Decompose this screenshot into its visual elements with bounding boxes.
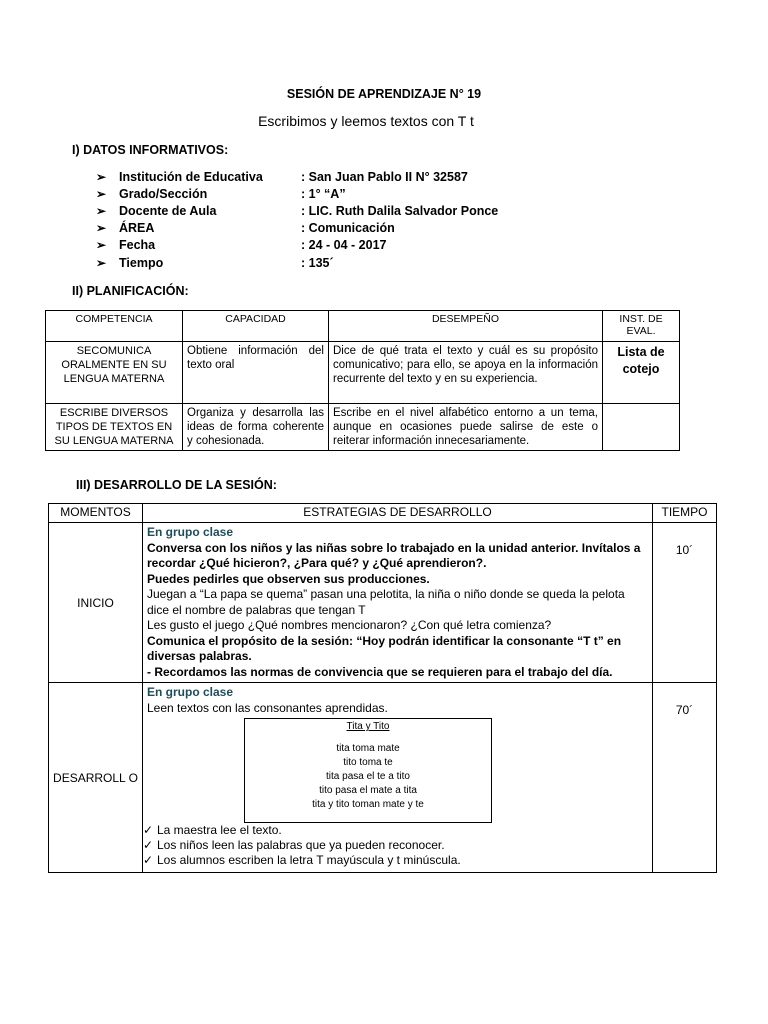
checkmark-icon: ✓	[143, 853, 154, 867]
strategy-text: Juegan a “La papa se quema” pasan una pelotita, la niña o niño donde se queda la pelota dice el nombre de palabras que tengan T	[147, 587, 625, 617]
header-inst-eval: INST. DE EVAL.	[603, 311, 680, 342]
header-competencia: COMPETENCIA	[46, 311, 183, 342]
planning-row	[46, 404, 680, 451]
development-header-row	[49, 504, 717, 523]
momento-inicio: INICIO	[49, 523, 143, 683]
info-value: : 135´	[301, 256, 334, 270]
arrow-bullet-icon: ➢	[96, 238, 107, 252]
arrow-bullet-icon: ➢	[96, 221, 107, 235]
arrow-bullet-icon: ➢	[96, 170, 107, 184]
planning-table	[45, 310, 680, 451]
story-line: tito pasa el mate a tita	[319, 785, 417, 796]
info-value: : LIC. Ruth Dalila Salvador Ponce	[301, 204, 499, 218]
cell-inst-eval: Lista de cotejo	[603, 342, 680, 404]
group-label: En grupo clase	[147, 685, 234, 699]
cell-competencia: ESCRIBE DIVERSOS TIPOS DE TEXTOS EN SU LENGUA MATERNA	[46, 404, 183, 451]
cell-capacidad: Organiza y desarrolla las ideas de forma coherente y cohesionada.	[183, 404, 329, 451]
story-line: tita y tito toman mate y te	[312, 799, 424, 810]
header-momentos: MOMENTOS	[49, 504, 143, 523]
info-label: Institución de Educativa	[119, 170, 263, 184]
development-row-desarrollo	[49, 683, 717, 873]
development-table	[48, 503, 717, 873]
info-value: : Comunicación	[301, 221, 395, 235]
tiempo-inicio: 10´	[653, 523, 717, 683]
info-label: ÁREA	[119, 221, 155, 235]
story-line: tito toma te	[343, 757, 393, 768]
section-heading-planificacion: II) PLANIFICACIÓN:	[72, 284, 189, 298]
development-row-inicio	[49, 523, 717, 683]
strategy-text: Puedes pedirles que observen sus producciones.	[147, 571, 430, 586]
momento-desarrollo: DESARROLL O	[49, 683, 143, 873]
section-heading-desarrollo: III) DESARROLLO DE LA SESIÓN:	[76, 478, 277, 492]
estrategias-inicio	[143, 523, 653, 683]
tiempo-desarrollo: 70´	[653, 683, 717, 873]
info-value: : San Juan Pablo II N° 32587	[301, 170, 468, 184]
header-tiempo: TIEMPO	[653, 504, 717, 523]
list-item-text: Los alumnos escriben la letra T mayúscula y t minúscula.	[157, 853, 461, 867]
list-item-text: La maestra lee el texto.	[157, 823, 282, 837]
planning-header-row	[46, 311, 680, 342]
info-label: Tiempo	[119, 256, 164, 270]
story-title: Tita y Tito	[346, 721, 390, 732]
strategy-text: - Recordamos las normas de convivencia que se requieren para el trabajo del día.	[147, 664, 613, 679]
story-line: tita toma mate	[336, 743, 400, 754]
story-line: tita pasa el te a tito	[326, 771, 410, 782]
header-estrategias: ESTRATEGIAS DE DESARROLLO	[143, 504, 653, 523]
info-value: : 24 - 04 - 2017	[301, 238, 387, 252]
estrategias-desarrollo	[143, 683, 653, 873]
strategy-text: Comunica el propósito de la sesión: “Hoy podrán identificar la consonante “T t” en diversas palabras.	[147, 633, 622, 663]
checkmark-icon: ✓	[143, 838, 154, 852]
planning-row	[46, 342, 680, 404]
arrow-bullet-icon: ➢	[96, 204, 107, 218]
info-label: Grado/Sección	[119, 187, 208, 201]
cell-desempeno: Escribe en el nivel alfabético entorno a un tema, aunque en ocasiones puede salirse de este o reiterar información innecesariamente.	[329, 404, 603, 451]
check-list	[143, 823, 648, 868]
info-value: : 1° “A”	[301, 187, 346, 201]
page-subtitle: Escribimos y leemos textos con T t	[258, 113, 474, 129]
arrow-bullet-icon: ➢	[96, 187, 107, 201]
group-label: En grupo clase	[147, 525, 234, 539]
info-label: Docente de Aula	[119, 204, 217, 218]
checkmark-icon: ✓	[143, 823, 154, 837]
list-item	[143, 823, 648, 838]
arrow-bullet-icon: ➢	[96, 256, 107, 270]
list-item-text: Los niños leen las palabras que ya pueden reconocer.	[157, 838, 445, 852]
story-box	[244, 718, 492, 823]
cell-desempeno: Dice de qué trata el texto y cuál es su propósito comunicativo; para ello, se apoya en la información recurrente del texto y en su experiencia.	[329, 342, 603, 404]
cell-capacidad: Obtiene información del texto oral	[183, 342, 329, 404]
cell-inst-eval	[603, 404, 680, 451]
list-item	[143, 838, 648, 853]
page-title: SESIÓN DE APRENDIZAJE N° 19	[286, 87, 482, 101]
strategy-text: Conversa con los niños y las niñas sobre lo trabajado en la unidad anterior. Invítalos a recordar ¿Qué hicieron?, ¿Para qué? y ¿Qué aprendieron?.	[147, 540, 641, 570]
strategy-text: Leen textos con las consonantes aprendidas.	[147, 700, 388, 715]
info-label: Fecha	[119, 238, 156, 252]
header-desempeno: DESEMPEÑO	[329, 311, 603, 342]
header-capacidad: CAPACIDAD	[183, 311, 329, 342]
strategy-text: Les gusto el juego ¿Qué nombres mencionaron? ¿Con qué letra comienza?	[147, 618, 552, 632]
cell-competencia: SECOMUNICA ORALMENTE EN SU LENGUA MATERNA	[46, 342, 183, 404]
list-item	[143, 853, 648, 868]
section-heading-datos: I) DATOS INFORMATIVOS:	[72, 143, 229, 157]
